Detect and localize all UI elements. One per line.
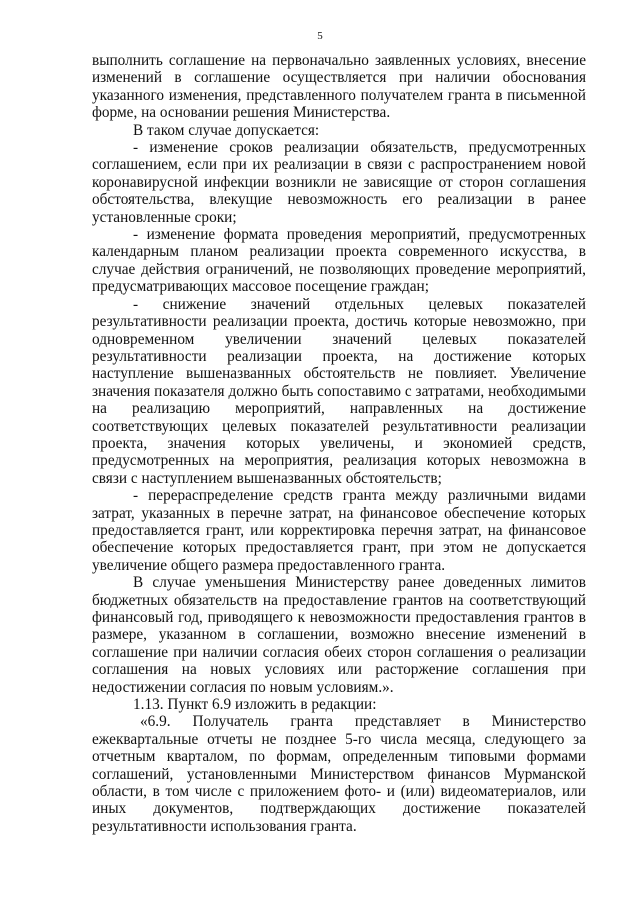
paragraph-6-9: «6.9. Получатель гранта представляет в Министерство ежеквартальные отчеты не позднее 5-го числа месяца, следующего за отчетным кварталом, по формам, определенным типовыми формами соглашений, установленными Министерством финансов Мурманской области, в том числе с приложением фото- и (или) видеоматериалов, или иных документов, подтверждающих достижение показателей результативности использования гранта.: [92, 713, 586, 835]
list-item-indicators: - снижение значений отдельных целевых показателей результативности реализации проекта, достичь которые невозможно, при одновременном увеличении значений целевых показателей результативности реализации проекта, на достижение которых наступление вышеназванных обстоятельств не повлияет. Увеличение значения показателя должно быть сопоставимо с затратами, необходимыми на реализацию мероприятий, направленных на достижение соответствующих целевых показателей результативности реализации проекта, значения которых увеличены, и экономией средств, предусмотренных на мероприятия, реализация которых невозможна в связи с наступлением вышеназванных обстоятельств;: [92, 295, 586, 487]
list-item-deadlines: - изменение сроков реализации обязательств, предусмотренных соглашением, если при их реализации в связи с распространением новой коронавирусной инфекции возникли не зависящие от сторон соглашения обстоятельства, влекущие невозможность его реализации в ранее установленные сроки;: [92, 139, 586, 226]
document-body: [92, 52, 586, 835]
paragraph-allowed-intro: В таком случае допускается:: [133, 121, 320, 139]
page-number: 5: [317, 30, 323, 42]
paragraph-limits: В случае уменьшения Министерству ранее доведенных лимитов бюджетных обязательств на предоставление грантов на соответствующий финансовый год, приводящего к невозможности предоставления грантов в размере, указанном в соглашении, возможно внесение изменений в соглашение при наличии согласия обеих сторон соглашения о реализации соглашения на новых условиях или расторжение соглашения при недостижении согласия по новым условиям.».: [92, 574, 586, 696]
paragraph-1-13: 1.13. Пункт 6.9 изложить в редакции:: [133, 696, 377, 714]
list-item-redistribution: - перераспределение средств гранта между различными видами затрат, указанных в перечне затрат, на финансовое обеспечение которых предоставляется грант, или корректировка перечня затрат, на финансовое обеспечение которых предоставляется грант, при этом не допускается увеличение общего размера предоставленного гранта.: [92, 487, 586, 574]
list-item-format: - изменение формата проведения мероприятий, предусмотренных календарным планом реализации проекта современного искусства, в случае действия ограничений, не позволяющих проведение мероприятий, предусматривающих массовое посещение граждан;: [92, 226, 586, 296]
paragraph-continuation: выполнить соглашение на первоначально заявленных условиях, внесение изменений в соглашение осуществляется при наличии обоснования указанного изменения, представленного получателем гранта в письменной форме, на основании решения Министерства.: [92, 52, 586, 122]
